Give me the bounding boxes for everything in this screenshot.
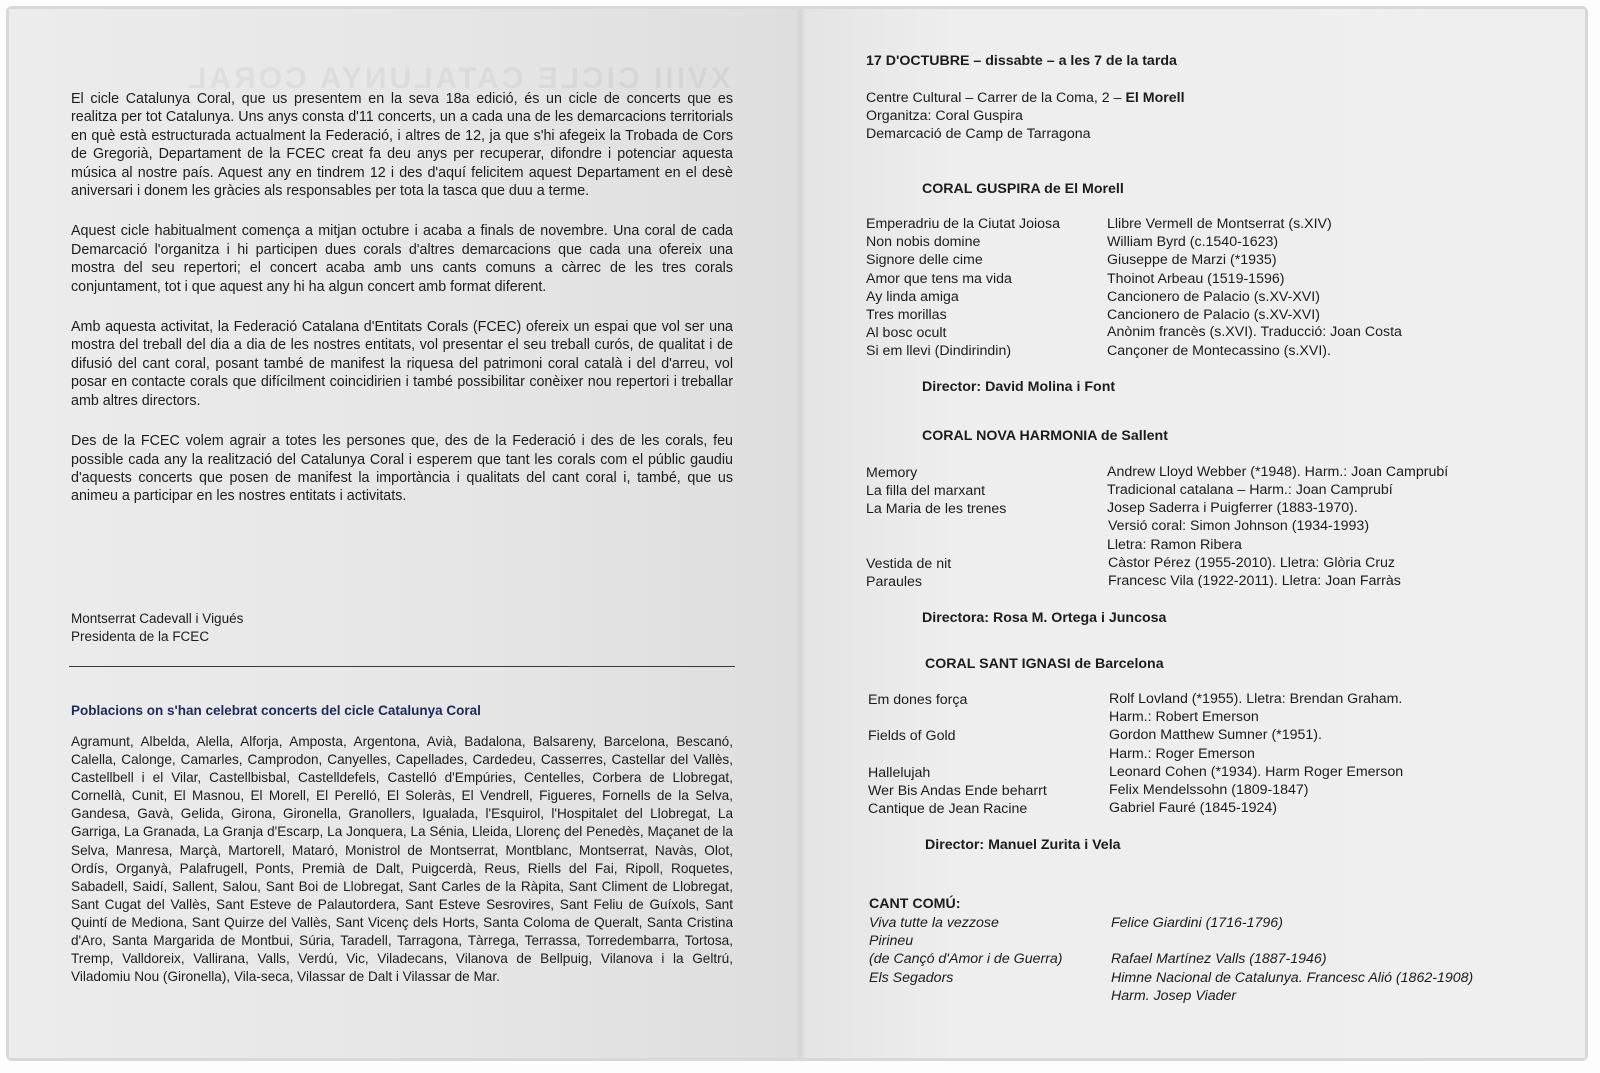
piece-composer: Cançoner de Montecassino (s.XVI). [1107, 343, 1331, 359]
piece-title: Si em llevi (Dindirindin) [866, 343, 1012, 359]
piece-composer: Rolf Lovland (*1955). Lletra: Brendan Graham. [1109, 691, 1403, 707]
choir-director: Director: David Molina i Font [922, 379, 1116, 395]
common-piece-title: Viva tutte la vezzose [869, 915, 999, 931]
common-piece-title: Pirineu [869, 933, 914, 949]
common-piece-title: Els Segadors [869, 970, 954, 986]
piece-composer: Leonard Cohen (*1934). Harm Roger Emerson [1109, 764, 1404, 780]
piece-title: Al bosc ocult [866, 325, 947, 341]
piece-composer: Giuseppe de Marzi (*1935) [1107, 252, 1277, 268]
piece-composer: Llibre Vermell de Montserrat (s.XIV) [1107, 216, 1332, 232]
intro-paragraph: Des de la FCEC volem agrair a totes les persones que, des de la Federació i des de les corals, feu possible cada any la realització del Catalunya Coral i esperem que tant les corals com el públic gaudiu d'aquests concerts que posen de manifest la importància i qualitats del cant coral i, també, que us animeu a participar en les nostres entitats i activitats. [71, 433, 733, 505]
section-divider [69, 666, 735, 667]
choir-title: CORAL SANT IGNASI de Barcelona [925, 656, 1164, 672]
piece-composer: Anònim francès (s.XVI). Traducció: Joan Costa [1107, 324, 1402, 340]
piece-title: La Maria de les trenes [866, 501, 1007, 517]
piece-composer: Felix Mendelssohn (1809-1847) [1109, 782, 1309, 798]
piece-composer: Josep Saderra i Puigferrer (1883-1970). [1107, 500, 1358, 516]
piece-title: Ay linda amiga [866, 289, 959, 305]
piece-title: La filla del marxant [866, 483, 986, 499]
piece-composer: William Byrd (c.1540-1623) [1107, 234, 1279, 250]
common-piece-composer: Rafael Martínez Valls (1887-1946) [1111, 951, 1327, 967]
signature [71, 610, 243, 645]
intro-text [71, 90, 733, 528]
intro-paragraph: El cicle Catalunya Coral, que us presentem en la seva 18a edició, és un cicle de concerts que es realitza per tot Catalunya. Uns anys consta d'11 concerts, un a cada una de les demarcacions territorials en què està estructurada actualment la Federació, i altres de 12, ja que s'hi afegeix la Trobada de Cors de Gregorià, Departament de la FCEC creat fa deu anys per recuperar, difondre i potenciar aquesta música al nostre país. Aquest any en tindrem 12 i des d'aquí felicitem aquest Departament en el desè aniversari i donem les gràcies als responsables per tota la tasca que duu a terme. [71, 91, 733, 200]
common-piece-composer: Felice Giardini (1716-1796) [1111, 915, 1283, 931]
piece-composer: Cancionero de Palacio (s.XV-XVI) [1107, 307, 1320, 323]
piece-composer: Gabriel Fauré (1845-1924) [1109, 800, 1277, 816]
demarcation: Demarcació de Camp de Tarragona [866, 126, 1091, 142]
piece-title: Cantique de Jean Racine [868, 801, 1028, 817]
piece-composer: Càstor Pérez (1955-2010). Lletra: Glòria Cruz [1108, 555, 1396, 571]
piece-composer: Lletra: Ramon Ribera [1107, 537, 1242, 553]
towns-heading: Poblacions on s'han celebrat concerts del cicle Catalunya Coral [71, 703, 481, 718]
piece-composer: Thoinot Arbeau (1519-1596) [1107, 271, 1285, 287]
piece-title: Emperadriu de la Ciutat Joiosa [866, 216, 1060, 232]
intro-paragraph: Amb aquesta activitat, la Federació Catalana d'Entitats Corals (FCEC) ofereix un espai que vol ser una mostra del treball del dia a dia de les nostres entitats, vol presentar el seu treball curós, de qualitat i de difusió del cant coral, posant també de manifest la riquesa del patrimoni coral català i del d'arreu, vol posar en contacte corals que difícilment coincidirien i també possibilitar conèixer nou repertori i treballar amb altres directors. [71, 319, 733, 409]
piece-title: Em dones força [868, 692, 968, 708]
piece-title: Fields of Gold [868, 728, 956, 744]
venue-line [866, 90, 1185, 106]
venue-town: El Morell [1125, 90, 1185, 106]
organizer: Organitza: Coral Guspira [866, 108, 1023, 124]
piece-composer: Cancionero de Palacio (s.XV-XVI) [1107, 289, 1320, 305]
piece-composer: Andrew Lloyd Webber (*1948). Harm.: Joan Camprubí [1107, 464, 1449, 480]
signature-name: Montserrat Cadevall i Vigués [71, 611, 244, 626]
piece-composer: Harm.: Robert Emerson [1109, 709, 1259, 725]
piece-title: Paraules [866, 574, 922, 590]
piece-title: Non nobis domine [866, 234, 981, 250]
piece-composer: Gordon Matthew Sumner (*1951). [1109, 727, 1322, 743]
common-piece-title: (de Cançó d'Amor i de Guerra) [869, 951, 1063, 967]
piece-title: Memory [866, 465, 918, 481]
piece-title: Tres morillas [866, 307, 947, 323]
intro-paragraph: Aquest cicle habitualment comença a mitjan octubre i acaba a finals de novembre. Una coral de cada Demarcació l'organitza i hi participen dues corals d'altres demarcacions que cada una ofereix una mostra del seu repertori; el concert acaba amb uns cants comuns a càrrec de les tres corals conjuntament, tot i que aquest any hi ha algun concert amb format diferent. [71, 223, 733, 295]
piece-title: Wer Bis Andas Ende beharrt [868, 783, 1047, 799]
piece-title: Amor que tens ma vida [866, 271, 1012, 287]
choir-title: CORAL GUSPIRA de El Morell [922, 181, 1124, 197]
piece-title: Vestida de nit [866, 556, 952, 572]
choir-title: CORAL NOVA HARMONIA de Sallent [922, 428, 1168, 444]
piece-composer: Harm.: Roger Emerson [1109, 746, 1255, 762]
towns-list: Agramunt, Albelda, Alella, Alforja, Amposta, Argentona, Avià, Badalona, Balsareny, Barcelona, Bescanó, Calella, Calonge, Camarles, Camprodon, Canyelles, Capellades, Cardedeu, Casserres, Castellar del Vallès, Castellbell i el Vilar, Castellbisbal, Castelldefels, Castelló d'Empúries, Centelles, Corbera de Llobregat, Cornellà, Cunit, El Masnou, El Morell, El Perelló, El Soleràs, El Vendrell, Figueres, Fornells de la Selva, Gandesa, Gavà, Gelida, Girona, Gironella, Granollers, Igualada, l'Esquirol, l'Hospitalet del Llobregat, La Garriga, La Granada, La Granja d'Escarp, La Jonquera, La Sénia, Lleida, Llorenç del Penedès, Maçanet de la Selva, Manresa, Marçà, Martorell, Mataró, Monistrol de Montserrat, Montblanc, Montserrat, Navàs, Olot, Ordís, Organyà, Palafrugell, Ponts, Premià de Dalt, Puigcerdà, Reus, Riells del Fai, Ripoll, Roquetes, Sabadell, Saidí, Sallent, Salou, Sant Boi de Llobregat, Sant Carles de la Ràpita, Sant Climent de Llobregat, Sant Cugat del Vallès, Sant Esteve de Palautordera, Sant Esteve Sesrovires, Sant Feliu de Guíxols, Sant Quintí de Mediona, Sant Quirze del Vallès, Sant Vicenç dels Horts, Santa Coloma de Queralt, Santa Cristina d'Aro, Santa Margarida de Montbui, Súria, Taradell, Tarragona, Tàrrega, Terrassa, Torredembarra, Tortosa, Tremp, Valldoreix, Vallirana, Valls, Verdú, Vic, Viladecans, Vilanova de Bellpuig, Vilanova i la Geltrú, Viladomiu Nou (Gironella), Vila-seca, Vilassar de Dalt i Vilassar de Mar. [71, 734, 733, 985]
common-songs-heading: CANT COMÚ: [869, 896, 961, 912]
piece-composer: Francesc Vila (1922-2011). Lletra: Joan Farràs [1108, 573, 1401, 589]
piece-composer: Tradicional catalana – Harm.: Joan Camprubí [1107, 482, 1393, 498]
page-fold [796, 9, 806, 1058]
signature-role: Presidenta de la FCEC [71, 628, 210, 644]
venue-address: Centre Cultural – Carrer de la Coma, 2 – [866, 90, 1126, 106]
choir-director: Directora: Rosa M. Ortega i Juncosa [922, 610, 1167, 626]
common-piece-composer: Himne Nacional de Catalunya. Francesc Alió (1862-1908) [1111, 970, 1474, 986]
piece-title: Hallelujah [868, 765, 931, 781]
concert-date: 17 D'OCTUBRE – dissabte – a les 7 de la tarda [866, 53, 1177, 69]
piece-title: Signore delle cime [866, 252, 983, 268]
common-piece-composer: Harm. Josep Viader [1111, 988, 1237, 1004]
choir-director: Director: Manuel Zurita i Vela [925, 837, 1121, 853]
piece-composer: Versió coral: Simon Johnson (1934-1993) [1108, 518, 1370, 534]
